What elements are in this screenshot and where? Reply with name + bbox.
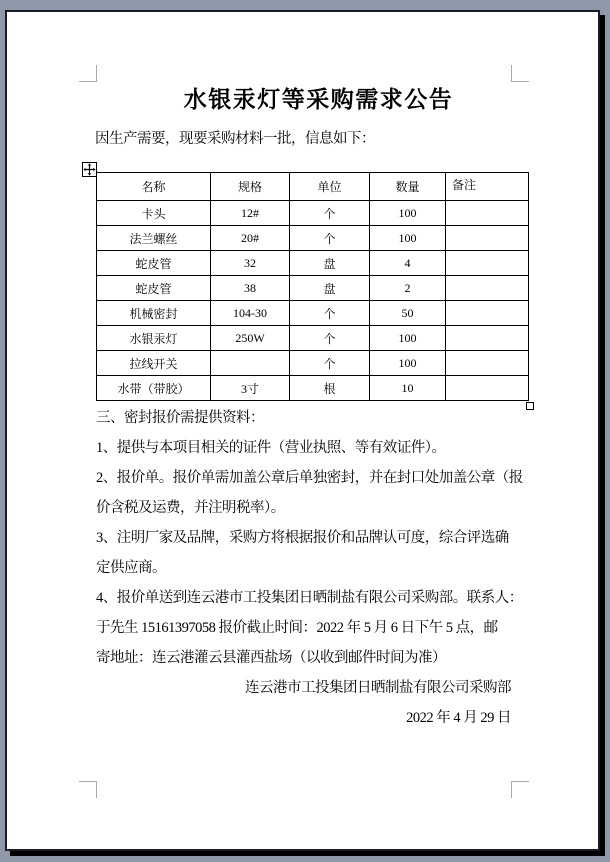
table-cell[interactable]: 38	[211, 276, 290, 301]
body-text-line[interactable]: 3、注明厂家及品牌，采购方将根据报价和品牌认可度，综合评选确	[96, 530, 509, 546]
table-row	[97, 276, 529, 301]
table-cell[interactable]: 4	[370, 251, 446, 276]
table-cell[interactable]: 拉线开关	[97, 351, 211, 376]
body-text-line[interactable]: 4、报价单送到连云港市工投集团日晒制盐有限公司采购部。联系人：	[96, 590, 523, 606]
body-text-line[interactable]: 1、提供与本项目相关的证件（营业执照、等有效证件）。	[96, 440, 446, 456]
body-text-line[interactable]: 于先生 15161397058 报价截止时间：2022 年 5 月 6 日下午 5 点，邮	[96, 620, 498, 636]
table-cell[interactable]: 盘	[290, 276, 370, 301]
table-cell[interactable]: 10	[370, 376, 446, 401]
intro-paragraph[interactable]: 因生产需要，现要采购材料一批，信息如下：	[95, 131, 375, 147]
table-row	[97, 226, 529, 251]
table-cell[interactable]: 个	[290, 201, 370, 226]
table-header-cell[interactable]: 名称	[97, 173, 211, 201]
table-cell[interactable]: 个	[290, 351, 370, 376]
table-cell[interactable]: 卡头	[97, 201, 211, 226]
document-page[interactable]	[5, 10, 600, 851]
table-row	[97, 351, 529, 376]
table-cell[interactable]: 机械密封	[97, 301, 211, 326]
table-move-handle[interactable]	[82, 162, 97, 177]
table-row	[97, 326, 529, 351]
spec-table[interactable]	[96, 172, 529, 401]
table-cell[interactable]: 100	[370, 201, 446, 226]
date-line[interactable]: 2022 年 4 月 29 日	[406, 710, 511, 726]
table-cell[interactable]: 100	[370, 351, 446, 376]
table-cell[interactable]: 根	[290, 376, 370, 401]
table-cell[interactable]: 水带（带胶）	[97, 376, 211, 401]
table-cell[interactable]: 蛇皮管	[97, 251, 211, 276]
table-cell[interactable]: 250W	[211, 326, 290, 351]
table-cell[interactable]: 法兰螺丝	[97, 226, 211, 251]
table-cell[interactable]: 20#	[211, 226, 290, 251]
table-cell[interactable]: 水银汞灯	[97, 326, 211, 351]
table-cell[interactable]: 100	[370, 326, 446, 351]
table-cell[interactable]: 32	[211, 251, 290, 276]
table-header-cell[interactable]: 单位	[290, 173, 370, 201]
document-body	[96, 403, 523, 733]
table-cell[interactable]: 100	[370, 226, 446, 251]
table-cell[interactable]: 个	[290, 226, 370, 251]
margin-crop-mark-top-left-icon	[79, 65, 97, 82]
body-text-line[interactable]: 定供应商。	[96, 560, 166, 576]
table-cell[interactable]: 盘	[290, 251, 370, 276]
body-text-line[interactable]: 2、报价单。报价单需加盖公章后单独密封，并在封口处加盖公章（报	[96, 470, 523, 486]
table-cell[interactable]: 50	[370, 301, 446, 326]
table-row	[97, 251, 529, 276]
table-cell[interactable]: 个	[290, 326, 370, 351]
body-text-line[interactable]: 价含税及运费，并注明税率）。	[96, 500, 285, 516]
margin-crop-mark-bottom-right-icon	[511, 781, 529, 798]
table-cell[interactable]	[446, 251, 529, 276]
body-text-line[interactable]: 寄地址：连云港灌云县灌西盐场（以收到邮件时间为准）	[96, 650, 446, 666]
table-cell[interactable]	[446, 376, 529, 401]
table-cell[interactable]	[446, 201, 529, 226]
table-cell[interactable]	[446, 226, 529, 251]
table-cell[interactable]: 3寸	[211, 376, 290, 401]
table-cell[interactable]: 104-30	[211, 301, 290, 326]
margin-crop-mark-top-right-icon	[511, 65, 529, 82]
table-row	[97, 201, 529, 226]
table-header-cell[interactable]: 规格	[211, 173, 290, 201]
move-arrows-icon	[83, 163, 96, 176]
signature-line[interactable]: 连云港市工投集团日晒制盐有限公司采购部	[245, 680, 511, 696]
table-row	[97, 376, 529, 401]
table-header-cell[interactable]: 备注	[446, 173, 529, 201]
section-heading[interactable]: 三、密封报价需提供资料：	[96, 410, 264, 426]
table-cell[interactable]: 12#	[211, 201, 290, 226]
table-cell[interactable]	[446, 276, 529, 301]
table-row	[97, 301, 529, 326]
margin-crop-mark-bottom-left-icon	[79, 781, 97, 798]
table-resize-handle[interactable]	[526, 402, 534, 410]
table-cell[interactable]	[446, 301, 529, 326]
table-header-row	[97, 173, 529, 201]
table-header-cell[interactable]: 数量	[370, 173, 446, 201]
document-title[interactable]: 水银汞灯等采购需求公告	[183, 86, 454, 112]
table-cell[interactable]: 蛇皮管	[97, 276, 211, 301]
table-cell[interactable]	[446, 326, 529, 351]
table-cell[interactable]: 2	[370, 276, 446, 301]
table-cell[interactable]: 个	[290, 301, 370, 326]
table-cell[interactable]	[211, 351, 290, 376]
table-cell[interactable]	[446, 351, 529, 376]
